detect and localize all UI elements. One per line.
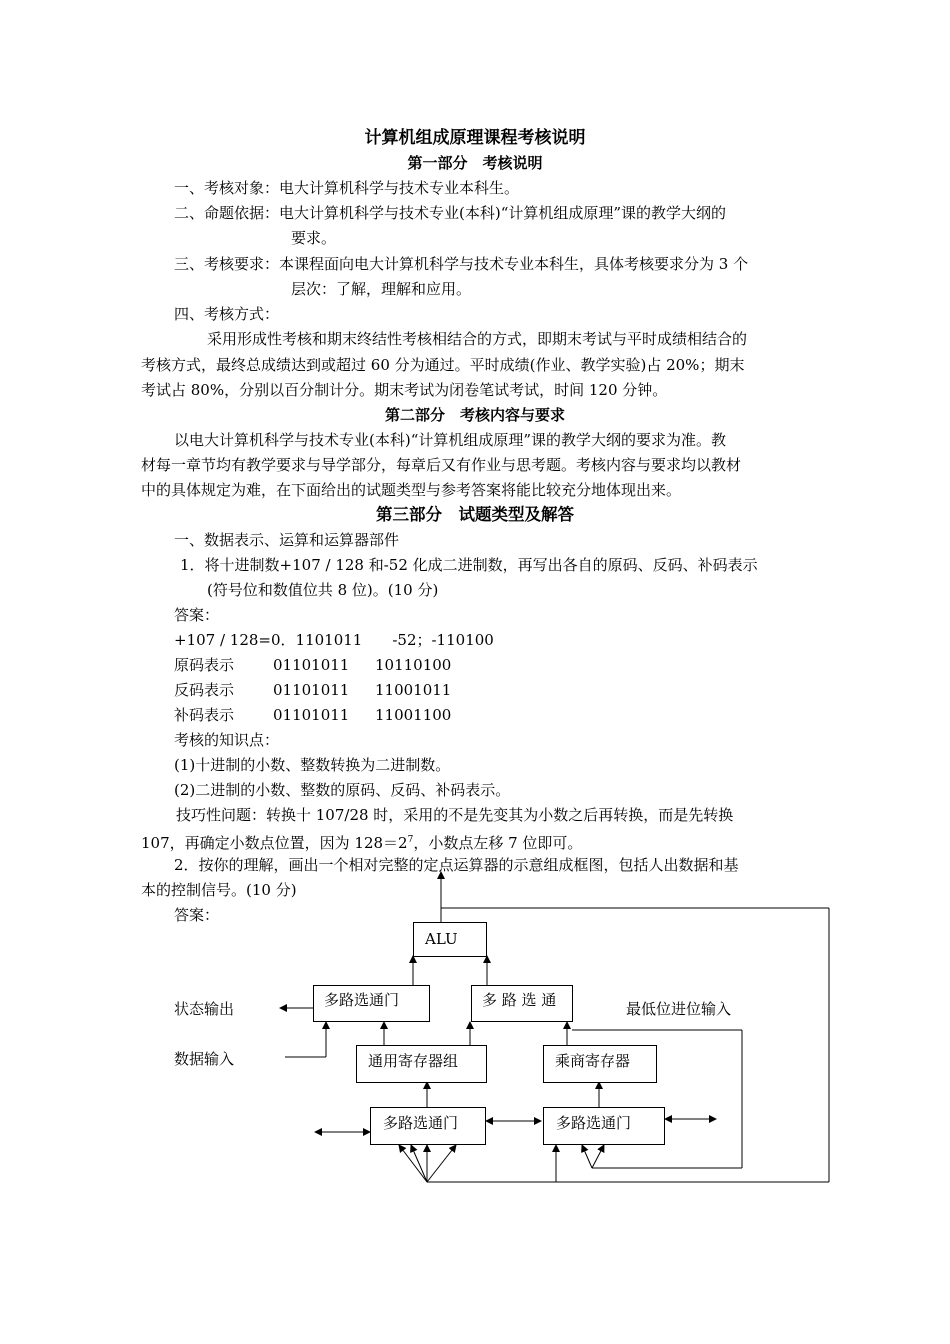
sign-magnitude-pos: 01101011 bbox=[273, 656, 350, 674]
section1-title: 一、数据表示、运算和运算器部件 bbox=[174, 531, 400, 549]
mux3-box bbox=[370, 1107, 486, 1145]
question2-line1: 2．按你的理解，画出一个相对完整的定点运算器的示意组成框图，包括人出数据和基 bbox=[174, 856, 739, 874]
answer-row-values: +107 / 128=0．1101011 -52；-110100 bbox=[174, 631, 494, 649]
part2-para-line1: 以电大计算机科学与技术专业(本科)“计算机组成原理”课的教学大纲的要求为准。教 bbox=[174, 431, 727, 449]
part1-para-line2: 考核方式，最终总成绩达到或超过 60 分为通过。平时成绩(作业、教学实验)占 20%；期末 bbox=[141, 356, 745, 374]
knowledge-point-2: (2)二进制的小数、整数的原码、反码、补码表示。 bbox=[174, 781, 511, 799]
twos-complement-pos: 01101011 bbox=[273, 706, 350, 724]
mux1-label: 多路选通门 bbox=[324, 991, 400, 1009]
tip-line1: 技巧性问题：转换十 107/28 时，采用的不是先变其为小数之后再转换，而是先转换 bbox=[176, 806, 734, 824]
part1-item1: 一、考核对象：电大计算机科学与技术专业本科生。 bbox=[174, 179, 520, 197]
mux3-label: 多路选通门 bbox=[383, 1114, 459, 1132]
mux4-box bbox=[543, 1107, 665, 1145]
sign-magnitude-neg: 10110100 bbox=[375, 656, 452, 674]
ones-complement-neg: 11001011 bbox=[375, 681, 452, 699]
page-title: 计算机组成原理课程考核说明 bbox=[364, 128, 586, 148]
knowledge-point-1: (1)十进制的小数、整数转换为二进制数。 bbox=[174, 756, 451, 774]
mq-register-label: 乘商寄存器 bbox=[555, 1052, 631, 1070]
part2-para-line3: 中的具体规定为难，在下面给出的试题类型与参考答案将能比较充分地体现出来。 bbox=[141, 481, 682, 499]
register-file-box bbox=[356, 1045, 487, 1083]
sign-magnitude-label: 原码表示 bbox=[174, 656, 235, 674]
mq-register-box bbox=[543, 1045, 657, 1083]
part1-item4: 四、考核方式： bbox=[174, 305, 280, 323]
ones-complement-pos: 01101011 bbox=[273, 681, 350, 699]
part1-item2-cont: 要求。 bbox=[291, 229, 337, 247]
part1-para-line3: 考试占 80%，分别以百分制计分。期末考试为闭卷笔试考试，时间 120 分钟。 bbox=[141, 381, 668, 399]
status-output-label: 状态输出 bbox=[174, 1000, 235, 1018]
alu-label: ALU bbox=[425, 930, 458, 948]
twos-complement-neg: 11001100 bbox=[375, 706, 452, 724]
data-input-label: 数据输入 bbox=[174, 1050, 235, 1068]
ones-complement-label: 反码表示 bbox=[174, 681, 235, 699]
mux4-label: 多路选通门 bbox=[556, 1114, 632, 1132]
mux2-box bbox=[471, 985, 573, 1022]
part1-item3-cont: 层次：了解，理解和应用。 bbox=[291, 280, 472, 298]
question2-line2: 本的控制信号。(10 分) bbox=[141, 881, 297, 899]
answer-label: 答案： bbox=[174, 606, 220, 624]
carry-input-label: 最低位进位输入 bbox=[626, 1000, 732, 1018]
question1-line2: (符号位和数值位共 8 位)。(10 分) bbox=[207, 581, 439, 599]
knowledge-points-label: 考核的知识点： bbox=[174, 731, 280, 749]
part1-item2: 二、命题依据：电大计算机科学与技术专业(本科)“计算机组成原理”课的教学大纲的 bbox=[174, 204, 727, 222]
answer2-label: 答案： bbox=[174, 906, 220, 924]
mux1-box bbox=[313, 985, 430, 1022]
part1-item3: 三、考核要求：本课程面向电大计算机科学与技术专业本科生，具体考核要求分为 3 个 bbox=[174, 255, 749, 273]
register-file-label: 通用寄存器组 bbox=[368, 1052, 459, 1070]
part2-para-line2: 材每一章节均有教学要求与导学部分，每章后又有作业与思考题。考核内容与要求均以教材 bbox=[141, 456, 742, 474]
part1-para-line1: 采用形成性考核和期末终结性考核相结合的方式，即期末考试与平时成绩相结合的 bbox=[207, 330, 748, 348]
twos-complement-label: 补码表示 bbox=[174, 706, 235, 724]
question1-line1: 1．将十进制数+107 / 128 和-52 化成二进制数，再写出各自的原码、反码、补码表示 bbox=[180, 556, 758, 574]
mux2-label: 多 路 选 通 bbox=[482, 991, 557, 1009]
part3-heading: 第三部分 试题类型及解答 bbox=[376, 505, 574, 524]
part1-heading: 第一部分 考核说明 bbox=[407, 154, 543, 172]
alu-box bbox=[413, 922, 487, 957]
part2-heading: 第二部分 考核内容与要求 bbox=[384, 406, 565, 424]
tip-line2: 107，再确定小数点位置，因为 $128=2^7$，小数点左移 7 位即可。 bbox=[141, 834, 583, 852]
